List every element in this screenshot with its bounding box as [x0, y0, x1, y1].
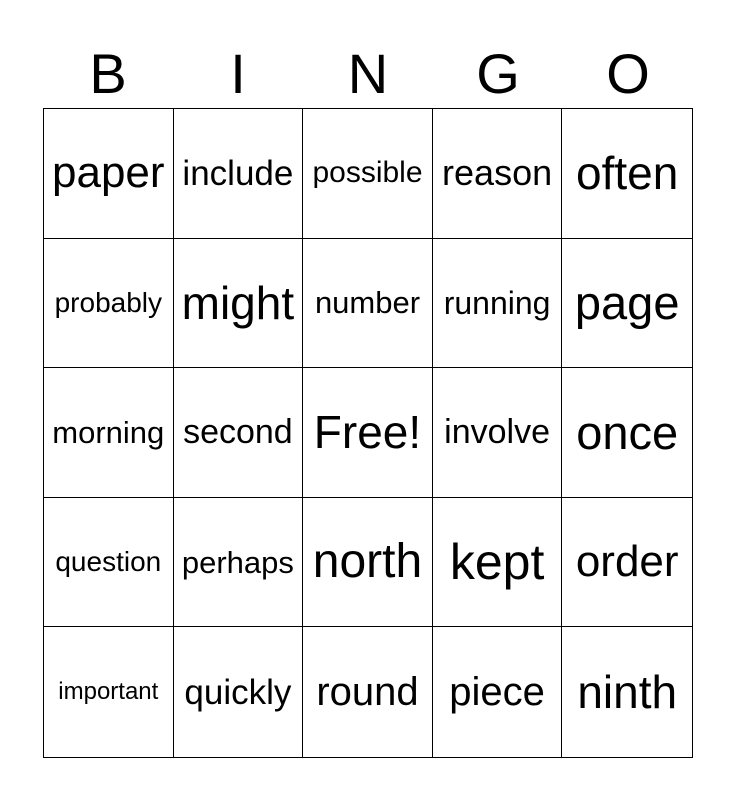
bingo-cell[interactable]: probably [44, 239, 174, 369]
bingo-cell[interactable]: number [303, 239, 433, 369]
bingo-cell[interactable]: second [174, 368, 304, 498]
bingo-cell[interactable]: question [44, 498, 174, 628]
free-space-cell[interactable]: Free! [303, 368, 433, 498]
bingo-board [43, 108, 693, 758]
bingo-cell[interactable]: reason [433, 109, 563, 239]
bingo-header [43, 40, 693, 108]
bingo-cell[interactable]: ninth [577, 666, 678, 719]
header-letter-g: G [476, 42, 520, 105]
bingo-cell[interactable]: round [303, 627, 433, 757]
bingo-cell[interactable]: morning [44, 368, 174, 498]
bingo-cell[interactable]: piece [433, 627, 563, 757]
header-letter-o: O [606, 42, 650, 105]
bingo-cell[interactable]: page [562, 239, 692, 369]
header-letter-i: I [230, 42, 246, 105]
bingo-cell[interactable]: order [562, 498, 692, 628]
header-letter-b: B [89, 42, 127, 105]
bingo-cell[interactable]: perhaps [174, 498, 304, 628]
bingo-cell[interactable]: important [44, 627, 174, 757]
bingo-cell[interactable]: might [174, 239, 304, 369]
bingo-cell[interactable]: paper [44, 109, 174, 239]
bingo-cell[interactable]: once [562, 368, 692, 498]
bingo-cell[interactable]: often [562, 109, 692, 239]
bingo-cell[interactable]: possible [303, 109, 433, 239]
bingo-cell[interactable]: include [174, 109, 304, 239]
bingo-cell[interactable]: running [433, 239, 563, 369]
bingo-cell[interactable]: quickly [174, 627, 304, 757]
bingo-cell[interactable]: involve [433, 368, 563, 498]
header-letter-n: N [347, 42, 389, 105]
bingo-cell[interactable]: kept [433, 498, 563, 628]
bingo-cell[interactable]: north [303, 498, 433, 628]
